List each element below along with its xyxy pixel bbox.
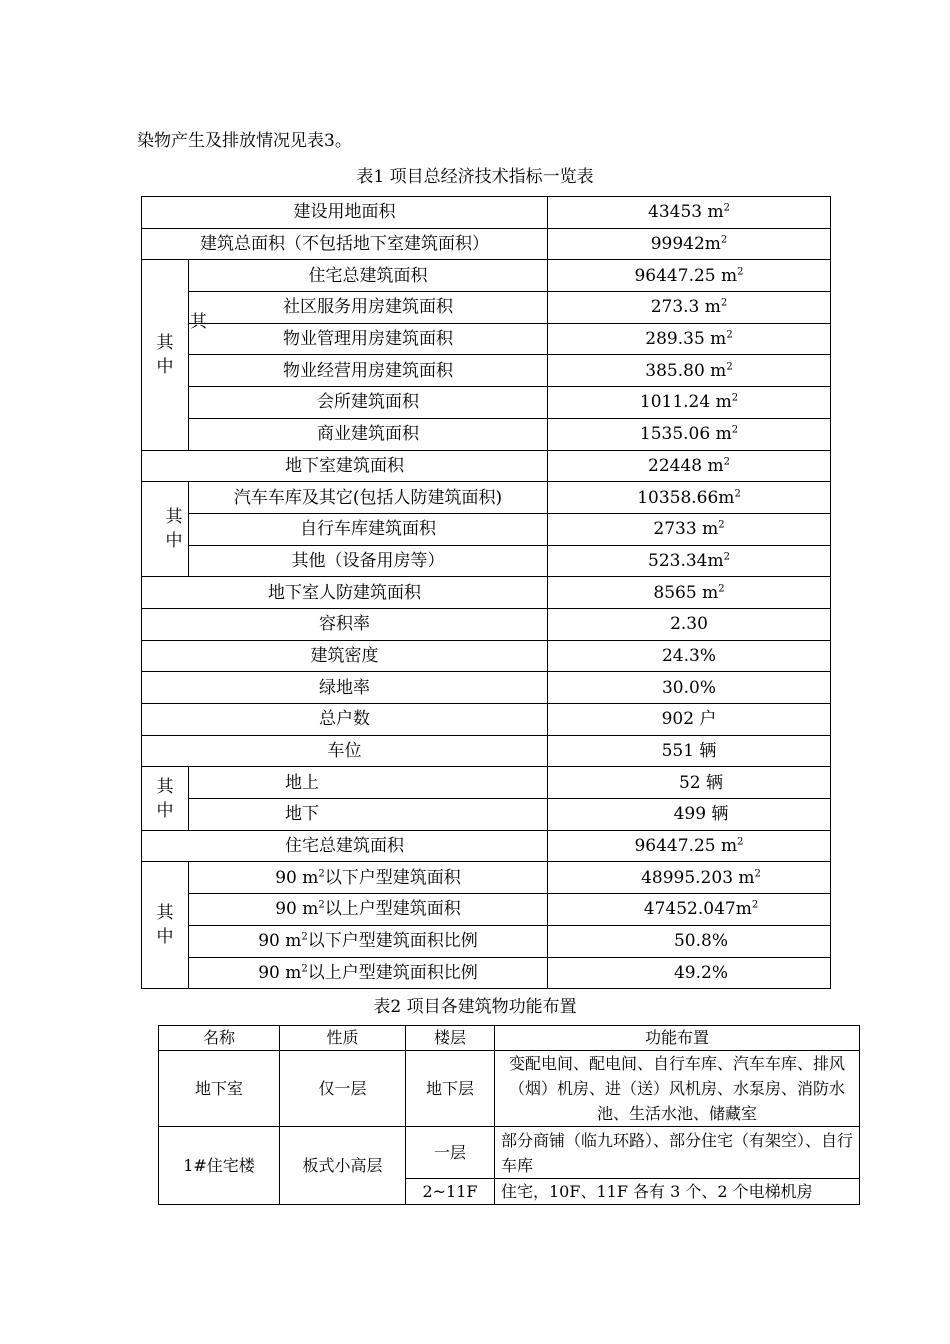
row-value: $99942m^2$ <box>548 228 831 260</box>
row-label: 地下室人防建筑面积 <box>142 577 548 609</box>
row-label: 90 $m^2$以上户型建筑面积 <box>189 894 548 926</box>
row-label: 其他（设备用房等） <box>189 545 548 577</box>
row-value: 551 辆 <box>548 735 831 767</box>
table-row <box>142 640 831 672</box>
row-value: 43453 $m^2$ <box>548 197 831 229</box>
table-row <box>142 862 831 894</box>
group-stub: 其中 <box>142 767 189 830</box>
row-value: $47452.047m^2$ <box>548 894 831 926</box>
table-row <box>142 292 831 324</box>
cell-function: 变配电间、配电间、自行车库、汽车车库、排风（烟）机房、进（送）风机房、水泵房、消防水池、生活水池、储藏室 <box>495 1051 860 1127</box>
row-label: 地下 <box>189 799 548 831</box>
row-label: 汽车车库及其它(包括人防建筑面积) <box>189 482 548 514</box>
table-row <box>142 894 831 926</box>
cell-floor: 地下层 <box>406 1051 495 1127</box>
table-row <box>142 957 831 989</box>
row-value: 499 辆 <box>548 799 831 831</box>
row-value: 48995.203 $m^2$ <box>548 862 831 894</box>
row-label: 容积率 <box>142 608 548 640</box>
row-value: 289.35 $m^2$ <box>548 323 831 355</box>
row-value: 2733 $m^2$ <box>548 513 831 545</box>
row-label: 住宅总建筑面积 <box>189 260 548 292</box>
row-label: 自行车库建筑面积 <box>189 513 548 545</box>
table-row <box>142 799 831 831</box>
row-value: 96447.25 $m^2$ <box>548 830 831 862</box>
row-value: 385.80 $m^2$ <box>548 355 831 387</box>
row-value: 2.30 <box>548 608 831 640</box>
table-row <box>142 387 831 419</box>
col-header-function: 功能布置 <box>495 1026 860 1051</box>
row-value: 1535.06 $m^2$ <box>548 418 831 450</box>
table-row <box>142 735 831 767</box>
row-value: 30.0% <box>548 672 831 704</box>
group-stub: 其中 <box>142 482 189 577</box>
row-value: 902 户 <box>548 704 831 736</box>
row-value: 49.2% <box>548 957 831 989</box>
table-row <box>142 228 831 260</box>
table-row <box>142 418 831 450</box>
table2-caption: 表2 项目各建筑物功能布置 <box>373 997 577 1017</box>
row-label: 总户数 <box>142 704 548 736</box>
cell-floor: 2~11F <box>406 1179 495 1205</box>
row-label: 物业管理用房建筑面积 <box>189 323 548 355</box>
row-value: 96447.25 $m^2$ <box>548 260 831 292</box>
cell-nature: 板式小高层 <box>280 1127 406 1205</box>
row-label: 90 $m^2$以上户型建筑面积比例 <box>189 957 548 989</box>
technical-indicators-table <box>141 196 831 989</box>
row-label: 其 社区服务用房建筑面积 <box>189 292 548 324</box>
table-row <box>142 608 831 640</box>
row-label: 车位 <box>142 735 548 767</box>
cell-name: 地下室 <box>159 1051 280 1127</box>
intro-text: 染物产生及排放情况见表3。 <box>137 131 352 151</box>
row-label: 建筑密度 <box>142 640 548 672</box>
row-label: 绿地率 <box>142 672 548 704</box>
table-row <box>142 355 831 387</box>
col-header-floor: 楼层 <box>406 1026 495 1051</box>
row-value: 8565 $m^2$ <box>548 577 831 609</box>
table-row <box>142 704 831 736</box>
cell-nature: 仅一层 <box>280 1051 406 1127</box>
row-label: 商业建筑面积 <box>189 418 548 450</box>
cell-function: 住宅，10F、11F 各有 3 个、2 个电梯机房 <box>495 1179 860 1205</box>
row-label: 建筑总面积（不包括地下室建筑面积） <box>142 228 548 260</box>
row-value: $10358.66m^2$ <box>548 482 831 514</box>
table-row <box>142 197 831 229</box>
row-label: 地下室建筑面积 <box>142 450 548 482</box>
row-value: 273.3 $m^2$ <box>548 292 831 324</box>
cell-function: 部分商铺（临九环路）、部分住宅（有架空）、自行车库 <box>495 1127 860 1179</box>
col-header-name: 名称 <box>159 1026 280 1051</box>
table-header-row <box>159 1026 860 1051</box>
group-stub: 其中 <box>142 862 189 989</box>
table-row <box>142 830 831 862</box>
table-row <box>159 1127 860 1179</box>
table-row <box>142 450 831 482</box>
row-label: 建设用地面积 <box>142 197 548 229</box>
table-row <box>142 513 831 545</box>
building-function-table <box>158 1025 860 1205</box>
row-value: 50.8% <box>548 925 831 957</box>
table1-caption: 表1 项目总经济技术指标一览表 <box>356 167 594 187</box>
row-label: 地上 <box>189 767 548 799</box>
table-row <box>142 260 831 292</box>
cell-floor: 一层 <box>406 1127 495 1179</box>
row-label: 住宅总建筑面积 <box>142 830 548 862</box>
table-row <box>142 672 831 704</box>
row-value: 52 辆 <box>548 767 831 799</box>
table-row <box>142 925 831 957</box>
row-label: 90 $m^2$以下户型建筑面积比例 <box>189 925 548 957</box>
group-stub: 其中 <box>142 260 189 450</box>
table-row <box>142 767 831 799</box>
row-label: 会所建筑面积 <box>189 387 548 419</box>
table-row <box>142 482 831 514</box>
row-label: 物业经营用房建筑面积 <box>189 355 548 387</box>
row-value: 24.3% <box>548 640 831 672</box>
col-header-nature: 性质 <box>280 1026 406 1051</box>
row-value: $523.34m^2$ <box>548 545 831 577</box>
table-row <box>159 1051 860 1127</box>
table-row <box>142 577 831 609</box>
cell-name: 1#住宅楼 <box>159 1127 280 1205</box>
row-value: 1011.24 $m^2$ <box>548 387 831 419</box>
table-row <box>142 323 831 355</box>
row-value: 22448 $m^2$ <box>548 450 831 482</box>
stray-char: 其 <box>190 312 207 333</box>
row-label: 90 $m^2$以下户型建筑面积 <box>189 862 548 894</box>
table-row <box>142 545 831 577</box>
